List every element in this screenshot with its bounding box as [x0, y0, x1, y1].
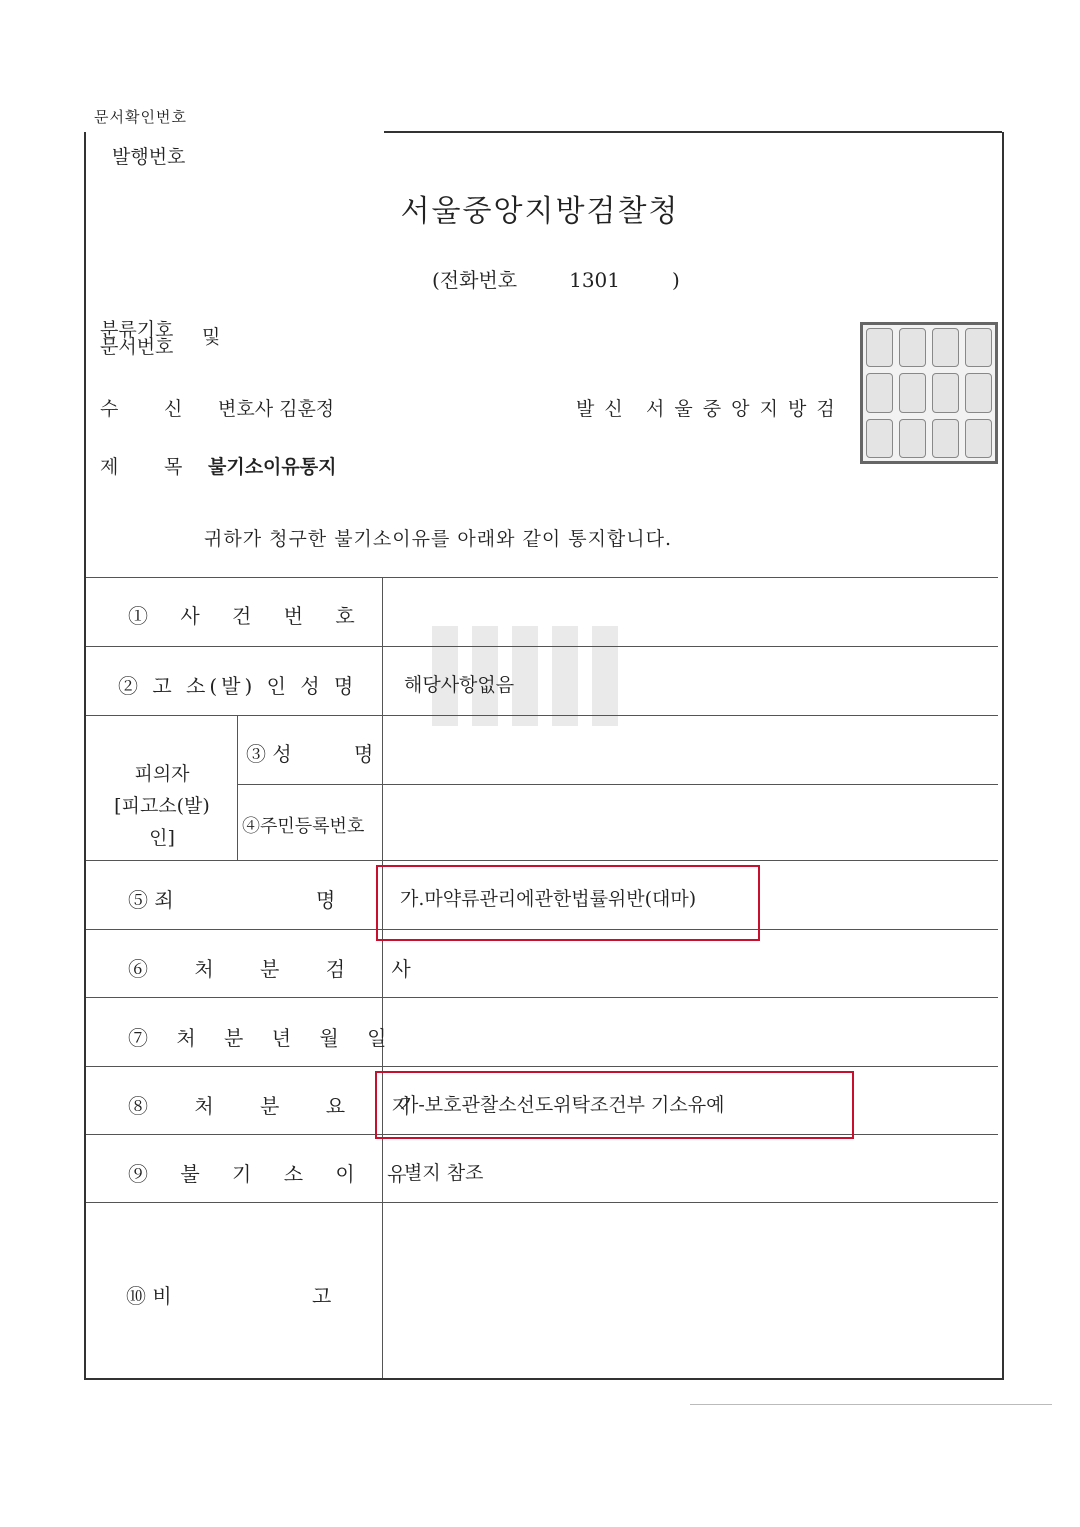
recipient-value: 변호사 김훈정 — [218, 398, 335, 420]
official-seal — [860, 322, 998, 464]
suspect-line2: [피고소(발)인] — [114, 795, 210, 849]
table-rule — [86, 715, 998, 716]
table-rule — [86, 1066, 998, 1067]
suspect-group-label — [104, 758, 220, 854]
subject-value: 불기소이유통지 — [208, 456, 337, 478]
subject-label-b: 목 — [164, 456, 183, 478]
recipient-label-a: 수 — [100, 398, 119, 420]
table-rule — [86, 646, 998, 647]
complainant-value: 해당사항없음 — [404, 674, 515, 696]
suspect-name-label-a: ③ 성 — [246, 742, 292, 766]
charge-highlight-box — [376, 865, 760, 941]
recipient-label-b: 신 — [164, 398, 183, 420]
suspect-line1: 피의자 — [134, 763, 190, 785]
sender-value: 서 울 중 앙 지 방 검 — [646, 398, 837, 420]
suspect-name-label-b: 명 — [354, 742, 374, 766]
table-column-divider — [237, 715, 238, 860]
disposition-label: ⑧ 처 분 요 지 — [128, 1094, 431, 1118]
table-rule — [86, 1202, 998, 1203]
charge-value: 가.마약류관리에관한법률위반(대마) — [400, 888, 697, 910]
agency-title: 서울중앙지방검찰청 — [400, 194, 680, 229]
case-number-label: ① 사 건 번 호 — [128, 604, 368, 628]
seal-pattern — [863, 325, 995, 461]
suspect-id-label: ④주민등록번호 — [242, 816, 365, 837]
classification-label — [100, 319, 174, 358]
reason-value: 별지 참조 — [404, 1162, 484, 1184]
intro-sentence: 귀하가 청구한 불기소이유를 아래와 같이 통지합니다. — [204, 528, 673, 550]
sender-label: 발 신 — [576, 398, 625, 420]
complainant-label: ② 고 소(발) 인 성 명 — [118, 674, 358, 698]
date-label: ⑦ 처 분 년 월 일 — [128, 1026, 398, 1050]
table-rule — [86, 997, 998, 998]
charge-label-a: ⑤ 죄 — [128, 888, 174, 912]
subject-label-a: 제 — [100, 456, 119, 478]
phone-line — [432, 264, 680, 293]
charge-label-b: 명 — [316, 888, 336, 912]
remarks-label-b: 고 — [312, 1284, 332, 1308]
phone-open-label: (전화번호 — [432, 268, 518, 292]
classification-line2: 문서번호 — [100, 336, 174, 358]
remarks-label-a: ⑩ 비 — [126, 1284, 172, 1308]
background-watermark — [432, 626, 652, 776]
table-rule — [86, 860, 998, 861]
scan-artifact-line — [690, 1404, 1052, 1405]
classification-line1: 분류기호 — [100, 319, 174, 341]
document-check-number-label: 문서확인번호 — [94, 108, 187, 126]
phone-number: 1301 — [569, 268, 620, 292]
disposition-highlight-box — [375, 1071, 854, 1139]
phone-close: ) — [672, 268, 680, 292]
disposition-value: 가-보호관찰소선도위탁조건부 기소유예 — [400, 1094, 725, 1116]
table-rule — [86, 577, 998, 578]
table-rule — [237, 784, 998, 785]
reason-label: ⑨ 불 기 소 이 유 — [128, 1162, 420, 1186]
classification-and: 및 — [202, 326, 221, 348]
prosecutor-label: ⑥ 처 분 검 사 — [128, 957, 431, 981]
issue-number-label: 발행번호 — [112, 146, 186, 168]
